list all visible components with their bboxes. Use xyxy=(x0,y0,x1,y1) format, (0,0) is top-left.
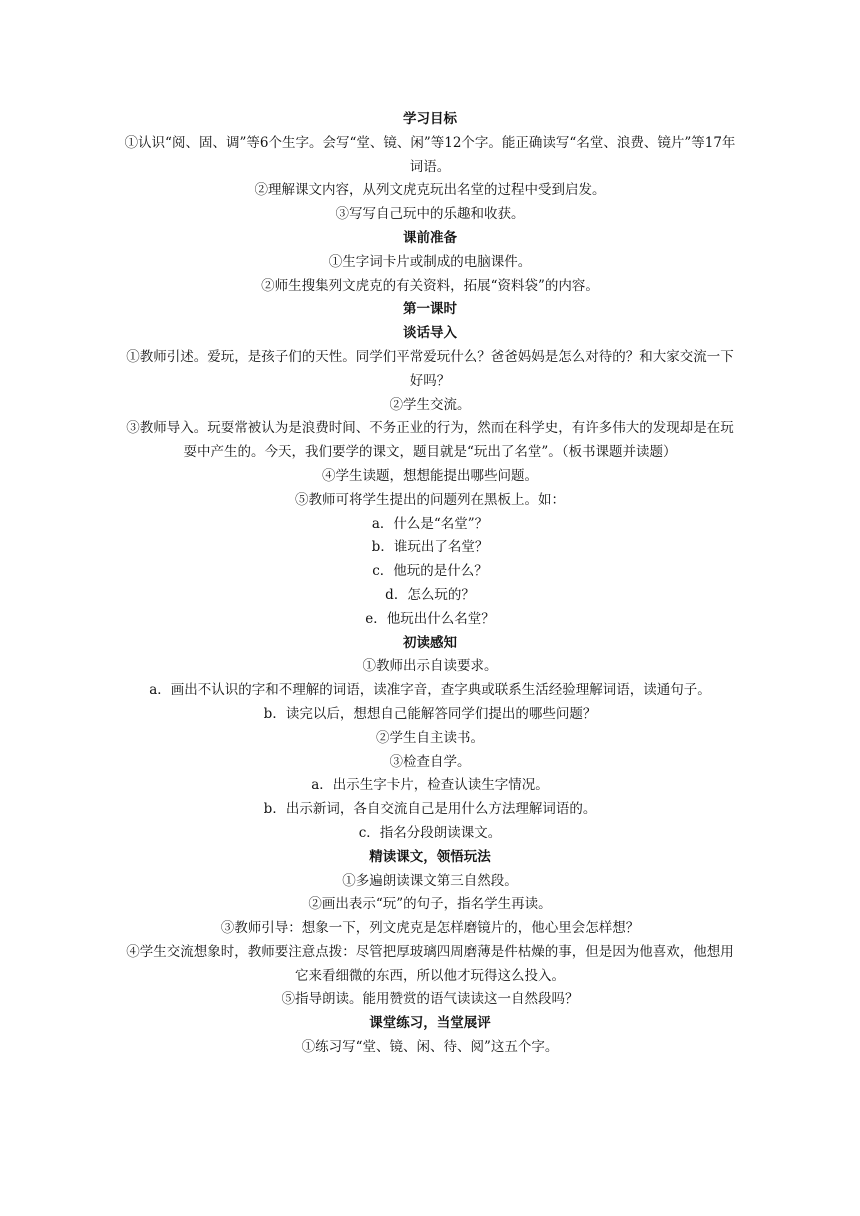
document-body xyxy=(124,108,736,1060)
paragraph: b．读完以后，想想自己能解答同学们提出的哪些问题？ xyxy=(263,705,597,722)
paragraph: b．出示新词，各自交流自己是用什么方法理解词语的。 xyxy=(263,801,597,818)
paragraph: ③教师导入。玩耍常被认为是浪费时间、不务正业的行为，然而在科学史，有许多伟大的发现却是在玩耍中产生的。今天，我们要学的课文，题目就是“玩出了名堂”。（板书课题并读题） xyxy=(126,420,734,461)
paragraph: ②师生搜集列文虎克的有关资料，拓展“资料袋”的内容。 xyxy=(261,277,599,294)
paragraph: ①认识“阅、固、调”等6个生字。会写“堂、镜、闲”等12个字。能正确读写“名堂、浪费、镜片”等17年词语。 xyxy=(124,134,736,175)
paragraph: a．什么是“名堂”？ xyxy=(371,515,489,532)
paragraph: ①教师引述。爱玩，是孩子们的天性。同学们平常爱玩什么？爸爸妈妈是怎么对待的？和大家交流一下好吗？ xyxy=(126,348,734,389)
paragraph: a．出示生字卡片，检查认读生字情况。 xyxy=(311,777,549,794)
paragraph: ④学生读题，想想能提出哪些问题。 xyxy=(322,467,538,484)
section-heading: 第一课时 xyxy=(403,301,457,318)
paragraph: a．画出不认识的字和不理解的词语，读准字音，查字典或联系生活经验理解词语，读通句子。 xyxy=(149,682,711,699)
paragraph: ⑤指导朗读。能用赞赏的语气读读这一自然段吗？ xyxy=(281,991,579,1008)
paragraph: ①教师出示自读要求。 xyxy=(362,658,498,675)
paragraph: d．怎么玩的？ xyxy=(385,586,475,603)
section-heading: 学习目标 xyxy=(403,111,457,127)
section-heading: 精读课文，领悟玩法 xyxy=(369,848,491,865)
paragraph: e．他玩出什么名堂？ xyxy=(365,610,495,627)
paragraph: ②画出表示“玩”的句子，指名学生再读。 xyxy=(308,896,552,913)
paragraph: ①多遍朗读课文第三自然段。 xyxy=(342,872,518,889)
section-heading: 初读感知 xyxy=(403,634,457,651)
paragraph: ⑤教师可将学生提出的问题列在黑板上。如： xyxy=(295,491,565,508)
paragraph: c．指名分段朗读课文。 xyxy=(358,824,502,841)
paragraph: ④学生交流想象时，教师要注意点拨：尽管把厚玻璃四周磨薄是件枯燥的事，但是因为他喜欢，他想用它来看细微的东西，所以他才玩得这么投入。 xyxy=(126,943,734,984)
section-heading: 谈话导入 xyxy=(403,325,457,342)
paragraph: ②学生自主读书。 xyxy=(376,729,484,746)
paragraph: ①生字词卡片或制成的电脑课件。 xyxy=(328,253,532,270)
paragraph: ③检查自学。 xyxy=(389,753,471,770)
paragraph: ③教师引导：想象一下，列文虎克是怎样磨镜片的，他心里会怎样想？ xyxy=(220,920,640,937)
section-heading: 课堂练习，当堂展评 xyxy=(369,1015,491,1032)
paragraph: ①练习写“堂、镜、闲、待、阅”这五个字。 xyxy=(301,1039,559,1056)
paragraph: b．谁玩出了名堂？ xyxy=(371,539,489,556)
paragraph: ②理解课文内容，从列文虎克玩出名堂的过程中受到启发。 xyxy=(254,182,606,199)
section-heading: 课前准备 xyxy=(403,229,457,246)
paragraph: ②学生交流。 xyxy=(389,396,471,413)
paragraph: ③写写自己玩中的乐趣和收获。 xyxy=(335,206,525,223)
paragraph: c．他玩的是什么？ xyxy=(372,563,488,580)
